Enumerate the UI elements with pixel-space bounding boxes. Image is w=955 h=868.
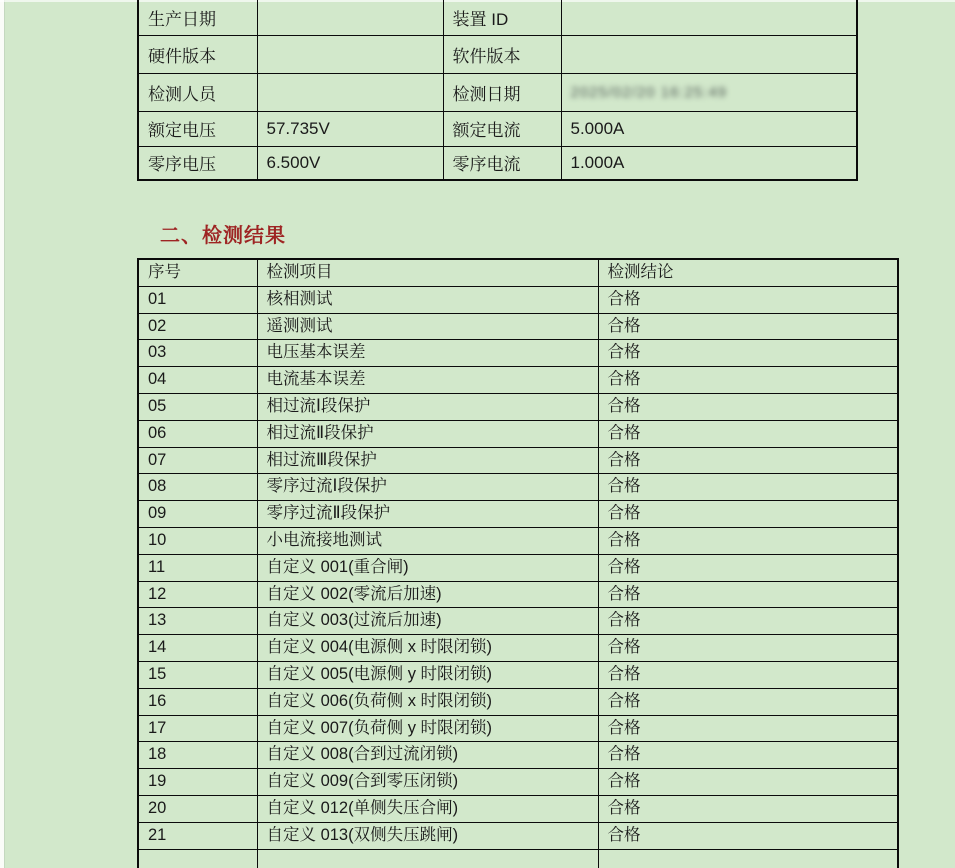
field-label (443, 111, 561, 146)
row-index: 09 (138, 501, 257, 528)
info-row (138, 111, 857, 146)
table-row (138, 447, 898, 474)
test-conclusion: 合格 (598, 688, 898, 715)
table-row (138, 313, 898, 340)
field-value-text: 1.000A (570, 152, 625, 172)
table-row (138, 420, 898, 447)
test-item: 电流基本误差 (257, 367, 598, 394)
test-conclusion: 合格 (598, 367, 898, 394)
row-index: 13 (138, 608, 257, 635)
row-index: 21 (138, 822, 257, 849)
table-row (138, 795, 898, 822)
table-row (138, 501, 898, 528)
row-index: 10 (138, 527, 257, 554)
test-item: 核相测试 (257, 286, 598, 313)
test-item: 自定义 001(重合闸) (257, 554, 598, 581)
column-header-conclusion: 检测结论 (598, 259, 898, 286)
test-conclusion: 合格 (598, 420, 898, 447)
table-row (138, 715, 898, 742)
field-value (561, 111, 857, 146)
column-header-index: 序号 (138, 259, 257, 286)
test-item: 自定义 013(双侧失压跳闸) (257, 822, 598, 849)
test-conclusion: 合格 (598, 822, 898, 849)
test-item: 自定义 002(零流后加速) (257, 581, 598, 608)
field-value (257, 35, 443, 73)
test-item: 零序过流Ⅰ段保护 (257, 474, 598, 501)
table-row (138, 393, 898, 420)
page-left-edge (0, 0, 5, 868)
row-index: 05 (138, 393, 257, 420)
table-row (138, 286, 898, 313)
test-conclusion: 合格 (598, 447, 898, 474)
test-item: 遥测测试 (257, 313, 598, 340)
info-row (138, 146, 857, 180)
test-item: 零序过流Ⅱ段保护 (257, 501, 598, 528)
field-label-text: 额定电流 (452, 121, 521, 140)
test-conclusion: 合格 (598, 661, 898, 688)
row-index: 14 (138, 635, 257, 662)
row-index: 02 (138, 313, 257, 340)
row-index: 12 (138, 581, 257, 608)
field-value (257, 0, 443, 35)
test-item: 相过流Ⅰ段保护 (257, 393, 598, 420)
info-row (138, 35, 857, 73)
table-row (138, 474, 898, 501)
field-label-text: 检测人员 (148, 84, 216, 104)
table-row (138, 688, 898, 715)
field-label-text: 硬件版本 (148, 46, 216, 66)
field-label-text: 零序电压 (148, 155, 216, 175)
results-table-body (138, 286, 898, 868)
field-value (561, 146, 857, 180)
row-index: 03 (138, 340, 257, 367)
test-item: 自定义 009(合到零压闭锁) (257, 769, 598, 796)
row-index: 17 (138, 715, 257, 742)
row-index: 16 (138, 688, 257, 715)
test-item: 自定义 007(负荷侧 y 时限闭锁) (257, 715, 598, 742)
field-label (443, 35, 561, 73)
table-row (138, 822, 898, 849)
section-title-test-results: 二、检测结果 (160, 225, 286, 247)
field-value-text: 5.000A (570, 118, 625, 138)
field-value-text: 6.500V (266, 152, 321, 172)
row-index: 18 (138, 742, 257, 769)
field-value (561, 73, 857, 111)
field-label (443, 0, 561, 35)
table-row (138, 849, 898, 868)
row-index (138, 849, 257, 868)
row-index: 20 (138, 795, 257, 822)
table-row (138, 340, 898, 367)
device-info-table (137, 0, 858, 181)
test-conclusion: 合格 (598, 340, 898, 367)
test-conclusion: 合格 (598, 635, 898, 662)
info-table-body (138, 0, 857, 180)
table-row (138, 581, 898, 608)
info-row (138, 0, 857, 35)
test-conclusion: 合格 (598, 769, 898, 796)
field-label (138, 111, 257, 146)
results-header-row (138, 259, 898, 286)
test-item (257, 849, 598, 868)
info-row (138, 73, 857, 111)
test-item: 相过流Ⅱ段保护 (257, 420, 598, 447)
table-row (138, 742, 898, 769)
test-conclusion: 合格 (598, 608, 898, 635)
table-row (138, 769, 898, 796)
field-label-text: 零序电流 (452, 155, 521, 175)
table-row (138, 661, 898, 688)
test-conclusion: 合格 (598, 313, 898, 340)
field-value (257, 111, 443, 146)
row-index: 01 (138, 286, 257, 313)
row-index: 04 (138, 367, 257, 394)
field-label (138, 146, 257, 180)
field-label-text: 装置 ID (452, 9, 509, 29)
test-item: 小电流接地测试 (257, 527, 598, 554)
field-label (138, 73, 257, 111)
row-index: 19 (138, 769, 257, 796)
test-conclusion: 合格 (598, 554, 898, 581)
field-value (561, 35, 857, 73)
test-item: 电压基本误差 (257, 340, 598, 367)
field-label-text: 额定电压 (148, 121, 216, 140)
test-item: 相过流Ⅲ段保护 (257, 447, 598, 474)
table-row (138, 554, 898, 581)
field-value-text: 2025/02/20 16:25:49 (570, 84, 728, 101)
field-label-text: 检测日期 (452, 84, 521, 104)
test-conclusion (598, 849, 898, 868)
test-conclusion: 合格 (598, 581, 898, 608)
test-results-table (137, 258, 899, 868)
table-row (138, 527, 898, 554)
test-conclusion: 合格 (598, 501, 898, 528)
test-item: 自定义 004(电源侧 x 时限闭锁) (257, 635, 598, 662)
table-row (138, 367, 898, 394)
test-conclusion: 合格 (598, 742, 898, 769)
test-conclusion: 合格 (598, 393, 898, 420)
row-index: 11 (138, 554, 257, 581)
test-item: 自定义 005(电源侧 y 时限闭锁) (257, 661, 598, 688)
test-conclusion: 合格 (598, 286, 898, 313)
table-row (138, 635, 898, 662)
field-value (257, 73, 443, 111)
field-value (561, 0, 857, 35)
row-index: 06 (138, 420, 257, 447)
field-label-text: 软件版本 (452, 46, 521, 66)
row-index: 07 (138, 447, 257, 474)
test-item: 自定义 006(负荷侧 x 时限闭锁) (257, 688, 598, 715)
test-item: 自定义 008(合到过流闭锁) (257, 742, 598, 769)
column-header-test-item: 检测项目 (257, 259, 598, 286)
test-conclusion: 合格 (598, 527, 898, 554)
test-conclusion: 合格 (598, 795, 898, 822)
row-index: 15 (138, 661, 257, 688)
field-label (443, 146, 561, 180)
test-item: 自定义 012(单侧失压合闸) (257, 795, 598, 822)
field-label (138, 35, 257, 73)
row-index: 08 (138, 474, 257, 501)
field-label (443, 73, 561, 111)
field-value (257, 146, 443, 180)
test-conclusion: 合格 (598, 474, 898, 501)
field-value-text: 57.735V (266, 118, 330, 138)
test-conclusion: 合格 (598, 715, 898, 742)
test-item: 自定义 003(过流后加速) (257, 608, 598, 635)
field-label-text: 生产日期 (148, 9, 216, 29)
field-label (138, 0, 257, 35)
table-row (138, 608, 898, 635)
